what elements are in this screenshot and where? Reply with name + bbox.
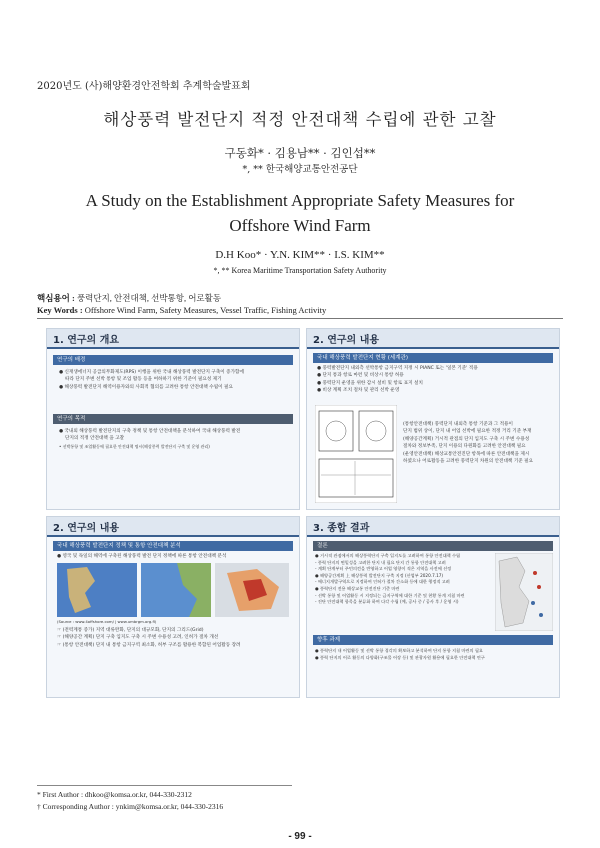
keywords-english bbox=[37, 305, 326, 315]
bullet-text bbox=[317, 365, 553, 395]
bullet-line: ● 해상풍력 발전단지 해역이용자와의 사회적 협의를 고려한 통항 안전대책 수립이 필요 bbox=[59, 384, 233, 390]
bullet-line: ● 영국 및 독일의 해역에 구축된 해상풍력 발전 단지 정책에 따른 통항 안전대책 분석 bbox=[57, 554, 227, 559]
finding-line: 하였으나 어로활동을 고려한 풍력단지 차원의 안전대책 기준 필요 bbox=[403, 459, 534, 465]
bullet-line-text: 단지 통과 항로 마련 및 비상시 통항 허용 bbox=[322, 373, 404, 379]
affiliation-korean: *, ** 한국해양교통안전공단 bbox=[242, 164, 358, 175]
finding-line-text: (해양공간 계획) 단지 구축 입지도 구축 시 주변 수용성 고려, 인허가 절차 개선 bbox=[62, 635, 219, 641]
finding-line: ☞ (해양공간 계획) 단지 구축 입지도 구축 시 주변 수용성 고려, 인허가 절차 개선 bbox=[57, 635, 219, 641]
keywords-korean bbox=[37, 292, 221, 304]
bullet-line-text: 선박통항 및 조업활동에 필요한 안전대책 명시(해상풍력 발전단지 구축 및 운영 관리) bbox=[62, 443, 210, 449]
keywords-english-label: Key Words : bbox=[37, 305, 83, 315]
finding-line-text: (전력계통 증가) 지역 대류완화, 단지의 대규모화, 단지의 그리드(Grid) bbox=[62, 628, 204, 633]
conclusion-line: - 풍력 단지의 면밀성을 고려한 단지 내 필요 단지 간 통항 안전대책 고려 bbox=[315, 559, 446, 565]
band-future-work: 향후 과제 bbox=[313, 635, 553, 645]
finding-line: ☞ (전력계통 증가) 지역 대류완화, 단지의 대규모화, 단지의 그리드(Grid) bbox=[57, 628, 204, 633]
bullet-line: ● 풍력발전단지 내외측 선박통항 금지구역 지정 시 PIANC 또는 '일본 기준' 적용 bbox=[317, 366, 478, 371]
domestic-wind-farm-figure bbox=[315, 405, 397, 503]
bullet-text bbox=[59, 428, 293, 450]
finding-text bbox=[57, 627, 293, 649]
footnote-divider bbox=[37, 785, 292, 786]
slide-content-domestic bbox=[306, 328, 560, 510]
title-english-line1: A Study on the Establishment Appropriate Safety Measures for bbox=[85, 191, 515, 210]
footnote-first-author: * First Author : dhkoo@komsa.or.kr, 044-330-2312 bbox=[37, 790, 192, 799]
bullet-line: ● 비상 계획 조치 절차 및 관리 선박 운영 bbox=[317, 388, 400, 394]
conclusion-line: - 진단 안전대책 항목을 분류화 하여 다각 수립 (예, 공사 중 / 공사 후 / 운영 시) bbox=[315, 599, 459, 605]
slide-title: 2. 연구의 내용 bbox=[313, 335, 380, 346]
bullet-line: 단지의 적정 안전대책 을 고찰 bbox=[65, 436, 125, 442]
conclusion-line-text: 해양공간계획 上 해상풍력 발전단지 구축 지정 (산업부 2020.7.17) bbox=[320, 572, 444, 578]
finding-text bbox=[403, 421, 557, 465]
bullet-line-text: 해상풍력 발전단지 해역이용자와의 사회적 협의를 고려한 통항 안전대책 수립이 필요 bbox=[64, 384, 233, 390]
finding-line: ☞ (통항 안전대책) 단지 내 통항 금지구역 최소화, 허부 구조를 활용한 복합된 어업활동 장려 bbox=[57, 642, 241, 648]
bullet-line: ● 신재생에너지 공급의무화제도(RPS) 이행을 위한 국내 해상풍력 발전단지 구축이 증가함에 bbox=[59, 370, 244, 375]
bullet-line: 따라 단지 주변 선박 통항 및 조업 활동 등을 여하하기 위한 기준이 필요성 제기 bbox=[65, 377, 222, 383]
bullet-line-text: 신재생에너지 공급의무화제도(RPS) 이행을 위한 국내 해상풍력 발전단지 구축이 증가함에 bbox=[64, 370, 244, 375]
future-line-text: 풍력단지 내 어업활동 및 선박 통항 경각의 확보하고 분석하여 단지 통항 지침 마련의 필요 bbox=[320, 648, 483, 653]
page-number: - 99 - bbox=[288, 831, 312, 842]
title-english bbox=[60, 188, 540, 238]
coastal-map-figure bbox=[495, 553, 553, 631]
bullet-line-text: 국내외 해상풍력 발전단지의 구축 정책 및 통항 안전대책을 분석하여 국내 해상풍력 발전 bbox=[64, 429, 241, 434]
conclusion-line-text: 거시적 관점에서의 해상풍력단지 구축 입지도를 고려하여 통항 안전대책 수립 bbox=[320, 553, 461, 558]
authors-korean: 구동화* · 김용남** · 김인섭** bbox=[224, 146, 376, 160]
conclusion-line: ● 풍력단지 전용 해상교통 안전진단 기준 마련 bbox=[315, 585, 400, 591]
conference-header: 2020년도 (사)해양환경안전학회 추계학술발표회 bbox=[37, 81, 251, 92]
title-korean: 해상풍력 발전단지 적정 안전대책 수립에 관한 고찰 bbox=[103, 110, 497, 129]
slide-conclusion bbox=[306, 516, 560, 698]
slide-title: 1. 연구의 개요 bbox=[53, 335, 120, 346]
band-background: 연구의 배경 bbox=[53, 355, 293, 365]
bullet-text bbox=[57, 553, 293, 560]
affiliation-english: *, ** Korea Maritime Transportation Safety Authority bbox=[213, 266, 387, 275]
slide-header bbox=[47, 517, 299, 537]
band-purpose: 연구의 목적 bbox=[53, 414, 293, 424]
future-line: ● 풍력 단지의 어로 활동의 다양화(구조물 어장 등) 및 관광자원 활용에 필요한 안전대책 연구 bbox=[315, 654, 485, 660]
finding-line: 단지 범위 상이, 단지 내 어업 선박에 필요한 적정 거리 기준 부재 bbox=[403, 429, 532, 435]
bullet-line-text: 풍력발전단지 내외측 선박통항 금지구역 지정 시 PIANC 또는 '일본 기준' 적용 bbox=[322, 366, 478, 371]
authors-english: D.H Koo* · Y.N. KIM** · I.S. KIM** bbox=[215, 249, 385, 261]
bullet-line: ● 단지 통과 항로 마련 및 비상시 통항 허용 bbox=[317, 373, 404, 379]
future-work-text bbox=[315, 648, 555, 662]
conclusion-text bbox=[315, 553, 491, 606]
bullet-line-text: 풍력단지 운영을 위한 감시 설비 및 항로 표지 설치 bbox=[322, 380, 423, 386]
figure-source: (Source : www.4offshore.com/ | www.umbrgm.org.fl) bbox=[57, 619, 157, 624]
finding-line: (통항안전대책) 풍력단지 내외측 통항 기준과 그 적용이 bbox=[403, 422, 513, 427]
future-line: ● 풍력단지 내 어업활동 및 선박 통항 경각의 확보하고 분석하여 단지 통항 지침 마련의 필요 bbox=[315, 648, 483, 653]
future-line-text: 풍력 단지의 어로 활동의 다양화(구조물 어장 등) 및 관광자원 활용에 필요한 안전대책 연구 bbox=[320, 654, 485, 660]
band-domestic-status: 국내 해상풍력 발전단지 현황 (세계관) bbox=[313, 353, 553, 363]
conclusion-line: - 선박 통항 및 어업활동 시 지정되는 금지구역에 대한 기준 및 현황 통계 지침 마련 bbox=[315, 592, 465, 598]
section-divider bbox=[37, 318, 563, 319]
conclusion-line: - 계획 단계부터 주민의견을 반영하고 어업 영향이 적은 지역을 사전에 선정 bbox=[315, 566, 452, 572]
keywords-english-text: Offshore Wind Farm, Safety Measures, Vessel Traffic, Fishing Activity bbox=[84, 305, 327, 315]
bullet-line-text: 영국 및 독일의 해역에 구축된 해상풍력 발전 단지 정책에 따른 통항 안전대책 분석 bbox=[62, 554, 227, 559]
slide-title: 2. 연구의 내용 bbox=[53, 523, 120, 534]
conclusion-line: ● 해양공간계획 上 해상풍력 발전단지 구축 지정 (산업부 2020.7.17) bbox=[315, 572, 444, 578]
conclusion-line: - 에너지개발구역으로 지정하여 인허가 절차 간소화 등에 대한 행정적 고려 bbox=[315, 579, 450, 585]
keywords-korean-text: 풍력단지, 안전대책, 선박통항, 어로활동 bbox=[76, 293, 222, 303]
conclusion-line-text: 풍력단지 전용 해상교통 안전진단 기준 마련 bbox=[320, 585, 400, 591]
europe-wind-farm-maps bbox=[57, 563, 289, 617]
slide-header bbox=[47, 329, 299, 349]
bullet-text bbox=[59, 369, 293, 391]
keywords-korean-label: 핵심용어 : bbox=[37, 293, 75, 303]
finding-line: (운영안전대책) 해상교통안전진단 항목에 따른 안전대책을 제시 bbox=[403, 451, 530, 457]
conclusion-line: ● 거시적 관점에서의 해상풍력단지 구축 입지도를 고려하여 통항 안전대책 수립 bbox=[315, 553, 461, 558]
slide-header bbox=[307, 329, 559, 349]
finding-line: (해양공간계획) 거시적 관점의 단지 입지도 구축 시 주변 수용성 bbox=[403, 436, 530, 442]
bullet-line: • 선박통항 및 조업활동에 필요한 안전대책 명시(해상풍력 발전단지 구축 및 운영 관리) bbox=[59, 443, 210, 449]
slide-header bbox=[307, 517, 559, 537]
footnote-corresponding-author: † Corresponding Author : ynkim@komsa.or.kr, 044-330-2316 bbox=[37, 802, 224, 811]
finding-line: 절차와 정보부족, 단지 이용의 다원화를 고려한 안전대책 필요 bbox=[403, 444, 526, 450]
bullet-line: ● 풍력단지 운영을 위한 감시 설비 및 항로 표지 설치 bbox=[317, 380, 423, 386]
title-english-line2: Offshore Wind Farm bbox=[229, 216, 371, 235]
bullet-line-text: 비상 계획 조치 절차 및 관리 선박 운영 bbox=[322, 388, 400, 394]
band-conclusion: 결론 bbox=[313, 541, 553, 551]
finding-line-text: (통항 안전대책) 단지 내 통항 금지구역 최소화, 허부 구조를 활용한 복합된 어업활동 장려 bbox=[62, 642, 241, 648]
slide-title: 3. 종합 결과 bbox=[313, 523, 370, 534]
slide-overview bbox=[46, 328, 300, 510]
band-policy-analysis: 국내 해상풍력 발전단지 정책 및 통항 안전대책 분석 bbox=[53, 541, 293, 551]
bullet-line: ● 국내외 해상풍력 발전단지의 구축 정책 및 통항 안전대책을 분석하여 국내 해상풍력 발전 bbox=[59, 429, 241, 434]
slide-content-policy bbox=[46, 516, 300, 698]
